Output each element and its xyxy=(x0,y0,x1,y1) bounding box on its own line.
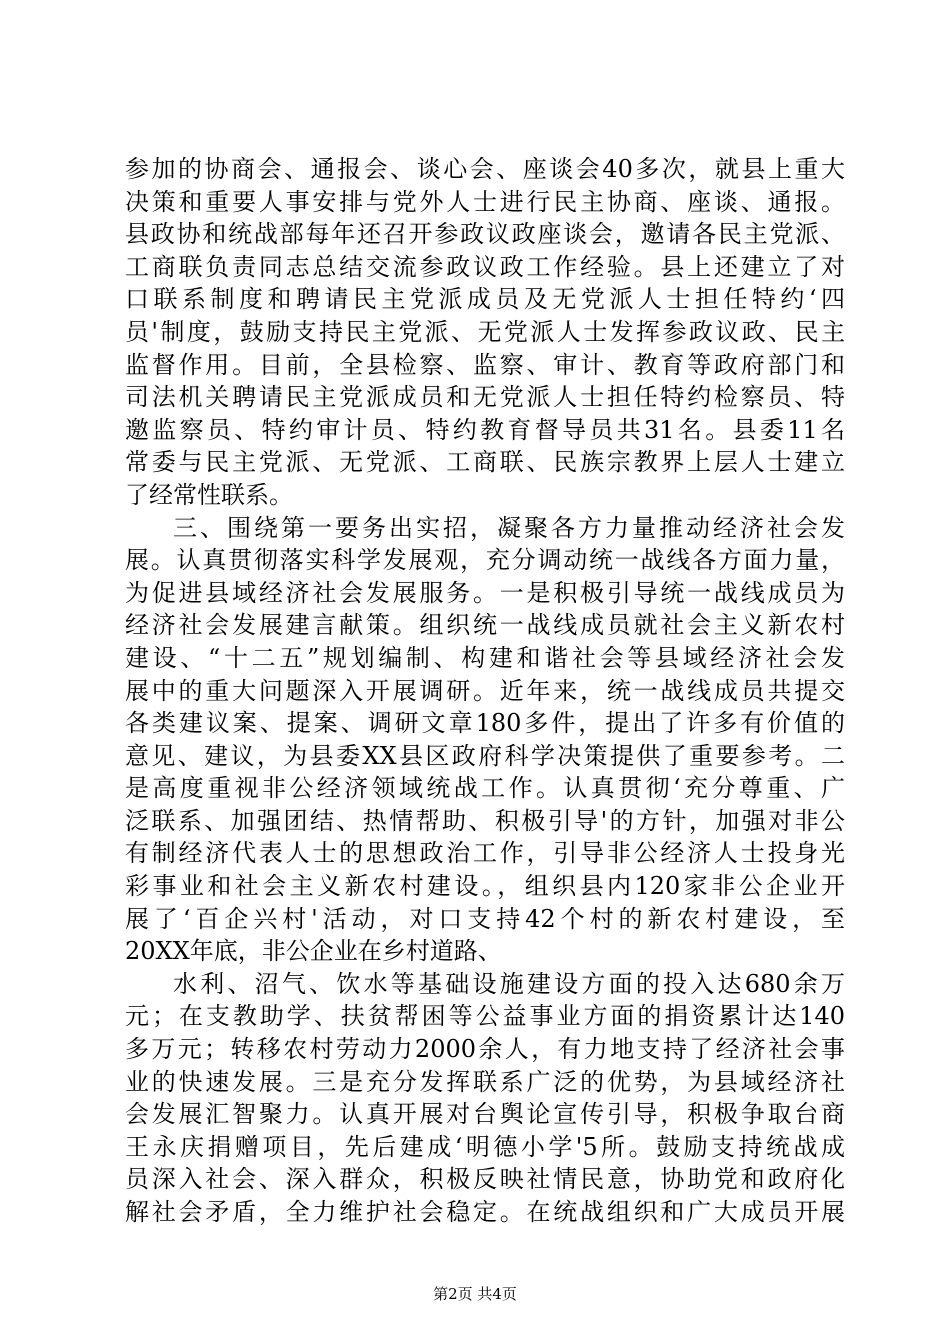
text-line: 三、围绕第一要务出实招，凝聚各方力量推动经济社会发 xyxy=(173,513,845,542)
text-line: 泛联系、加强团结、热情帮助、积极引导'的方针，加强对非公 xyxy=(125,806,845,835)
text-line: 意见、建议，为县委XX县区政府科学决策提供了重要参考。二 xyxy=(125,741,845,770)
text-line: 20XX年底，非公企业在乡村道路、 xyxy=(125,937,502,966)
text-line: 了经常性联系。 xyxy=(125,480,293,509)
text-line: 经济社会发展建言献策。组织统一战线成员就社会主义新农村 xyxy=(125,611,845,640)
text-line: 多万元；转移农村劳动力2000余人，有力地支持了经济社会事 xyxy=(125,1035,845,1064)
text-line: 各类建议案、提案、调研文章180多件，提出了许多有价值的 xyxy=(125,709,845,738)
text-line: 员'制度，鼓励支持民主党派、无党派人士发挥参政议政、民主 xyxy=(125,317,845,346)
text-line: 有制经济代表人士的思想政治工作，引导非公经济人士投身光 xyxy=(125,839,845,868)
text-line: 水利、沼气、饮水等基础设施建设方面的投入达680余万 xyxy=(173,969,845,998)
text-line: 展。认真贯彻落实科学发展观，充分调动统一战线各方面力量， xyxy=(125,546,845,575)
text-line: 业的快速发展。三是充分发挥联系广泛的优势，为县域经济社 xyxy=(125,1067,845,1096)
text-line: 建设、“十二五”规划编制、构建和谐社会等县域经济社会发 xyxy=(125,643,845,672)
text-line: 员深入社会、深入群众，积极反映社情民意，协助党和政府化 xyxy=(125,1165,845,1194)
text-line: 元；在支教助学、扶贫帮困等公益事业方面的捐资累计达140 xyxy=(125,1002,845,1031)
text-line: 县政协和统战部每年还召开参政议政座谈会，邀请各民主党派、 xyxy=(125,220,845,249)
text-line: 口联系制度和聘请民主党派成员及无党派人士担任特约‘四 xyxy=(125,285,845,314)
text-line: 工商联负责同志总结交流参政议政工作经验。县上还建立了对 xyxy=(125,252,845,281)
text-line: 解社会矛盾，全力维护社会稳定。在统战组织和广大成员开展 xyxy=(125,1198,845,1226)
document-body xyxy=(125,153,845,1229)
page-footer: 第2页 共4页 xyxy=(433,1285,517,1303)
text-line: 展中的重大问题深入开展调研。近年来，统一战线成员共提交 xyxy=(125,676,845,705)
text-line: 常委与民主党派、无党派、工商联、民族宗教界上层人士建立 xyxy=(125,448,845,477)
text-line: 为促进县域经济社会发展服务。一是积极引导统一战线成员为 xyxy=(125,578,845,607)
text-line: 邀监察员、特约审计员、特约教育督导员共31名。县委11名 xyxy=(125,415,845,444)
text-line: 是高度重视非公经济领域统战工作。认真贯彻‘充分尊重、广 xyxy=(125,774,845,803)
text-line: 司法机关聘请民主党派成员和无党派人士担任特约检察员、特 xyxy=(125,383,845,412)
text-line: 决策和重要人事安排与党外人士进行民主协商、座谈、通报。 xyxy=(125,187,845,216)
text-line: 监督作用。目前，全县检察、监察、审计、教育等政府部门和 xyxy=(125,350,845,379)
text-line: 参加的协商会、通报会、谈心会、座谈会40多次，就县上重大 xyxy=(125,155,845,183)
text-line: 王永庆捐赠项目，先后建成‘明德小学'5所。鼓励支持统战成 xyxy=(125,1132,845,1161)
text-line: 彩事业和社会主义新农村建设。，组织县内120家非公企业开 xyxy=(125,872,845,901)
text-line: 展了‘百企兴村'活动，对口支持42个村的新农村建设，至 xyxy=(125,904,845,933)
text-line: 会发展汇智聚力。认真开展对台舆论宣传引导，积极争取台商 xyxy=(125,1100,845,1129)
